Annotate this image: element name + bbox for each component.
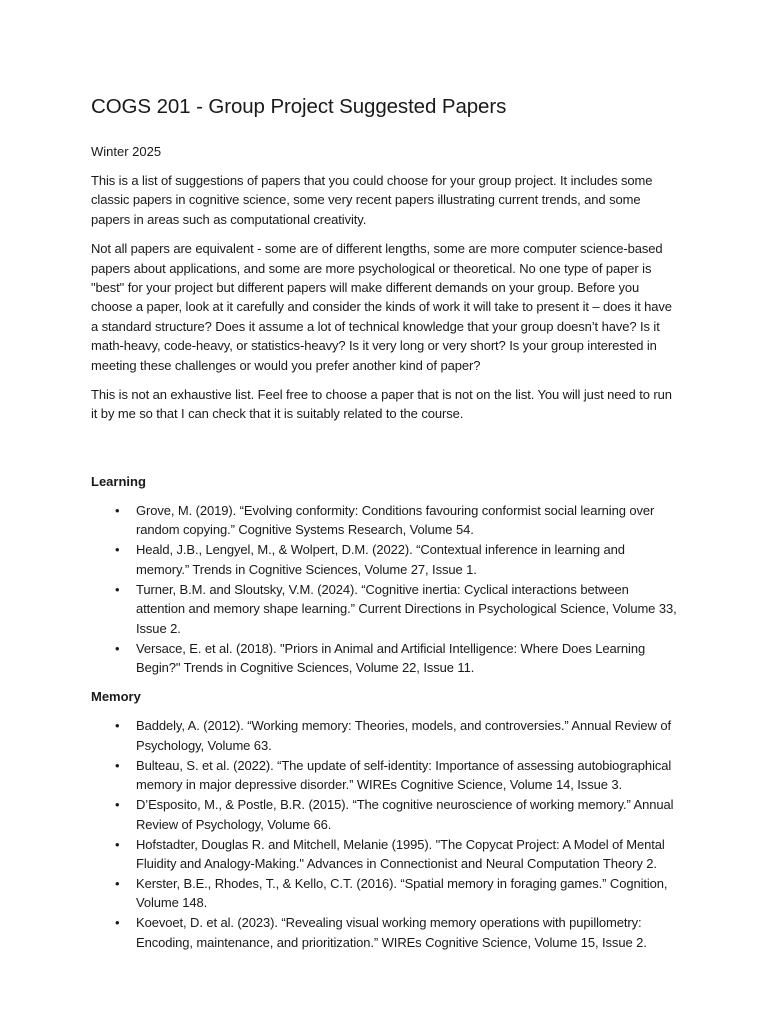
section-learning: [91, 472, 681, 677]
reference-text: Heald, J.B., Lengyel, M., & Wolpert, D.M. (2022). “Contextual inference in learning and memory.” Trends in Cognitive Sciences, Volume 27, Issue 1.: [136, 542, 625, 577]
guidance-paragraph: Not all papers are equivalent - some are of different lengths, some are more computer science-based papers about applications, and some are more psychological or theoretical. No one type of paper is "best" for your project but different papers will make different demands on your group. Before you choose a paper, look at it carefully and consider the kinds of work it will take to present it – does it have a standard structure? Does it assume a lot of technical knowledge that your group doesn’t have? Is it math-heavy, code-heavy, or statistics-heavy? Is it very long or very short? Is your group interested in meeting these challenges or would you prefer another kind of paper?: [91, 241, 672, 373]
section-spacer: [91, 434, 681, 472]
section-heading-learning: Learning: [91, 473, 146, 489]
section-memory: [91, 687, 681, 952]
bullet-icon: •: [115, 718, 120, 734]
list-item: [91, 501, 681, 540]
list-item: [91, 913, 681, 952]
reference-text: D’Esposito, M., & Postle, B.R. (2015). “The cognitive neuroscience of working memory.” Annual Review of Psychology, Volume 66.: [136, 797, 674, 832]
bullet-icon: •: [115, 757, 120, 773]
bullet-icon: •: [115, 581, 120, 597]
bullet-icon: •: [115, 915, 120, 931]
bullet-icon: •: [115, 875, 120, 891]
intro-paragraph: This is a list of suggestions of papers that you could choose for your group project. It includes some classic papers in cognitive science, some very recent papers illustrating current trends, and some papers in areas such as computational creativity.: [91, 173, 653, 227]
reference-text: Grove, M. (2019). “Evolving conformity: Conditions favouring conformist social learning over random copying.” Cognitive Systems Research, Volume 54.: [136, 502, 655, 538]
list-item: [91, 756, 681, 795]
list-item: [91, 835, 681, 874]
term-label: Winter 2025: [91, 144, 162, 159]
reference-text: Turner, B.M. and Sloutsky, V.M. (2024). “Cognitive inertia: Cyclical interactions between attention and memory shape learning.” Current Directions in Psychological Science, Volume 33, Issue 2.: [136, 581, 677, 636]
document-title: COGS 201 - Group Project Suggested Papers: [91, 95, 507, 118]
bullet-icon: •: [115, 502, 120, 518]
list-item: [91, 716, 681, 755]
note-paragraph: This is not an exhaustive list. Feel free to choose a paper that is not on the list. You will just need to run it by me so that I can check that it is suitably related to the course.: [91, 387, 672, 422]
bullet-icon: •: [115, 542, 120, 558]
reference-text: Bulteau, S. et al. (2022). “The update of self-identity: Importance of assessing autobiographical memory in major depressive disorder.” WIREs Cognitive Science, Volume 14, Issue 3.: [136, 757, 672, 793]
list-item: [91, 874, 681, 913]
list-item: [91, 639, 681, 678]
reference-list-memory: [91, 716, 681, 952]
reference-text: Kerster, B.E., Rhodes, T., & Kello, C.T. (2016). “Spatial memory in foraging games.” Cognition, Volume 148.: [136, 875, 668, 911]
bullet-icon: •: [115, 836, 120, 852]
reference-list-learning: [91, 501, 681, 677]
bullet-icon: •: [115, 640, 120, 656]
reference-text: Koevoet, D. et al. (2023). “Revealing visual working memory operations with pupillometry: Encoding, maintenance, and prioritization.” WIREs Cognitive Science, Volume 15, Issue 2.: [136, 915, 647, 950]
list-item: [91, 540, 681, 579]
section-heading-memory: Memory: [91, 689, 141, 705]
reference-text: Hofstadter, Douglas R. and Mitchell, Melanie (1995). "The Copycat Project: A Model of Mental Fluidity and Analogy-Making." Advances in Connectionist and Neural Computation Theory 2.: [136, 836, 665, 871]
bullet-icon: •: [115, 797, 120, 813]
reference-text: Versace, E. et al. (2018). "Priors in Animal and Artificial Intelligence: Where Does Learning Begin?" Trends in Cognitive Sciences, Volume 22, Issue 11.: [136, 640, 646, 675]
list-item: [91, 580, 681, 638]
reference-text: Baddely, A. (2012). “Working memory: Theories, models, and controversies.” Annual Review of Psychology, Volume 63.: [136, 718, 671, 753]
list-item: [91, 795, 681, 834]
document-page: [91, 94, 681, 964]
